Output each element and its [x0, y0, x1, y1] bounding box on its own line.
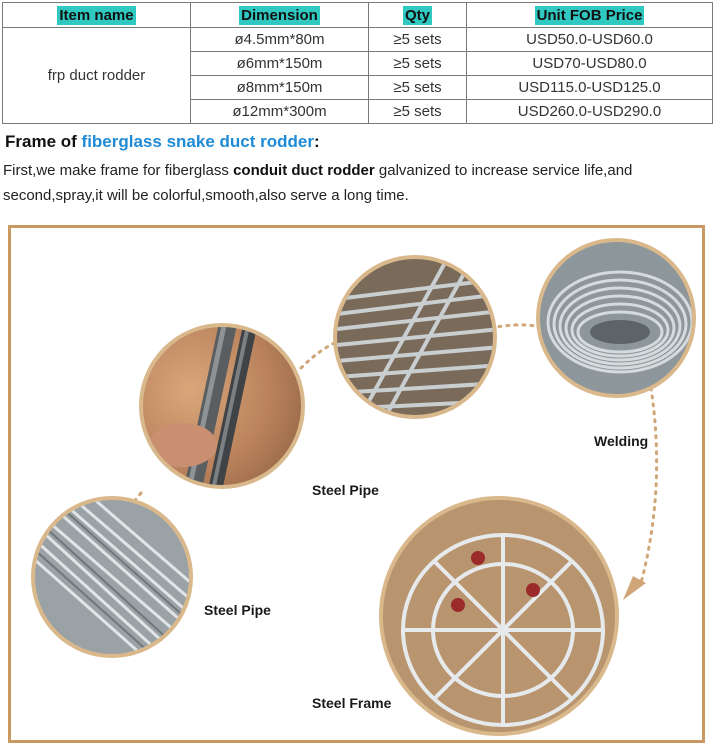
- dimension-cell: ø6mm*150m: [191, 52, 369, 76]
- qty-cell: ≥5 sets: [369, 28, 467, 52]
- caption-steel-frame: Steel Frame: [312, 695, 392, 711]
- photo-steel-pipe-closeup: [139, 323, 305, 489]
- price-cell: USD260.0-USD290.0: [467, 100, 713, 124]
- dimension-cell: ø8mm*150m: [191, 76, 369, 100]
- price-cell: USD115.0-USD125.0: [467, 76, 713, 100]
- caption-welding: Welding: [594, 433, 649, 449]
- photo-steel-frame: [379, 496, 619, 736]
- item-name-cell: frp duct rodder: [3, 28, 191, 124]
- paragraph-bold-term: conduit duct rodder: [233, 162, 375, 179]
- price-cell: USD70-USD80.0: [467, 52, 713, 76]
- qty-cell: ≥5 sets: [369, 52, 467, 76]
- table-header-row: [3, 3, 713, 28]
- description-paragraph: [3, 158, 708, 208]
- caption-steel-pipe-top: Steel Pipe: [312, 482, 379, 498]
- header-item-name: Item name: [3, 3, 191, 28]
- table-row: [3, 28, 713, 52]
- heading-highlight[interactable]: fiberglass snake duct rodder: [81, 132, 314, 151]
- process-photo-frame: [8, 225, 705, 743]
- price-cell: USD50.0-USD60.0: [467, 28, 713, 52]
- photo-steel-pipe-stack: [333, 255, 497, 419]
- dimension-cell: ø4.5mm*80m: [191, 28, 369, 52]
- steel-frame-illustration: [383, 500, 619, 736]
- header-price: Unit FOB Price: [467, 3, 713, 28]
- heading-suffix: :: [313, 132, 320, 151]
- spec-table: [2, 2, 713, 124]
- paragraph-text-2: galvanized to increase service life,and second,spray,it will be colorful,smooth,also serve a long time.: [3, 162, 633, 204]
- section-heading: [5, 132, 320, 152]
- header-qty: Qty: [369, 3, 467, 28]
- photo-steel-pipe-bundle: [31, 496, 193, 658]
- steel-pipe-closeup-illustration: [143, 327, 305, 489]
- qty-cell: ≥5 sets: [369, 76, 467, 100]
- heading-prefix: Frame of: [5, 132, 82, 151]
- qty-cell: ≥5 sets: [369, 100, 467, 124]
- caption-steel-pipe-left: Steel Pipe: [204, 602, 271, 618]
- paragraph-text-1: First,we make frame for fiberglass: [3, 162, 234, 179]
- header-dimension: Dimension: [191, 3, 369, 28]
- photo-welding-coil: [536, 238, 696, 398]
- dimension-cell: ø12mm*300m: [191, 100, 369, 124]
